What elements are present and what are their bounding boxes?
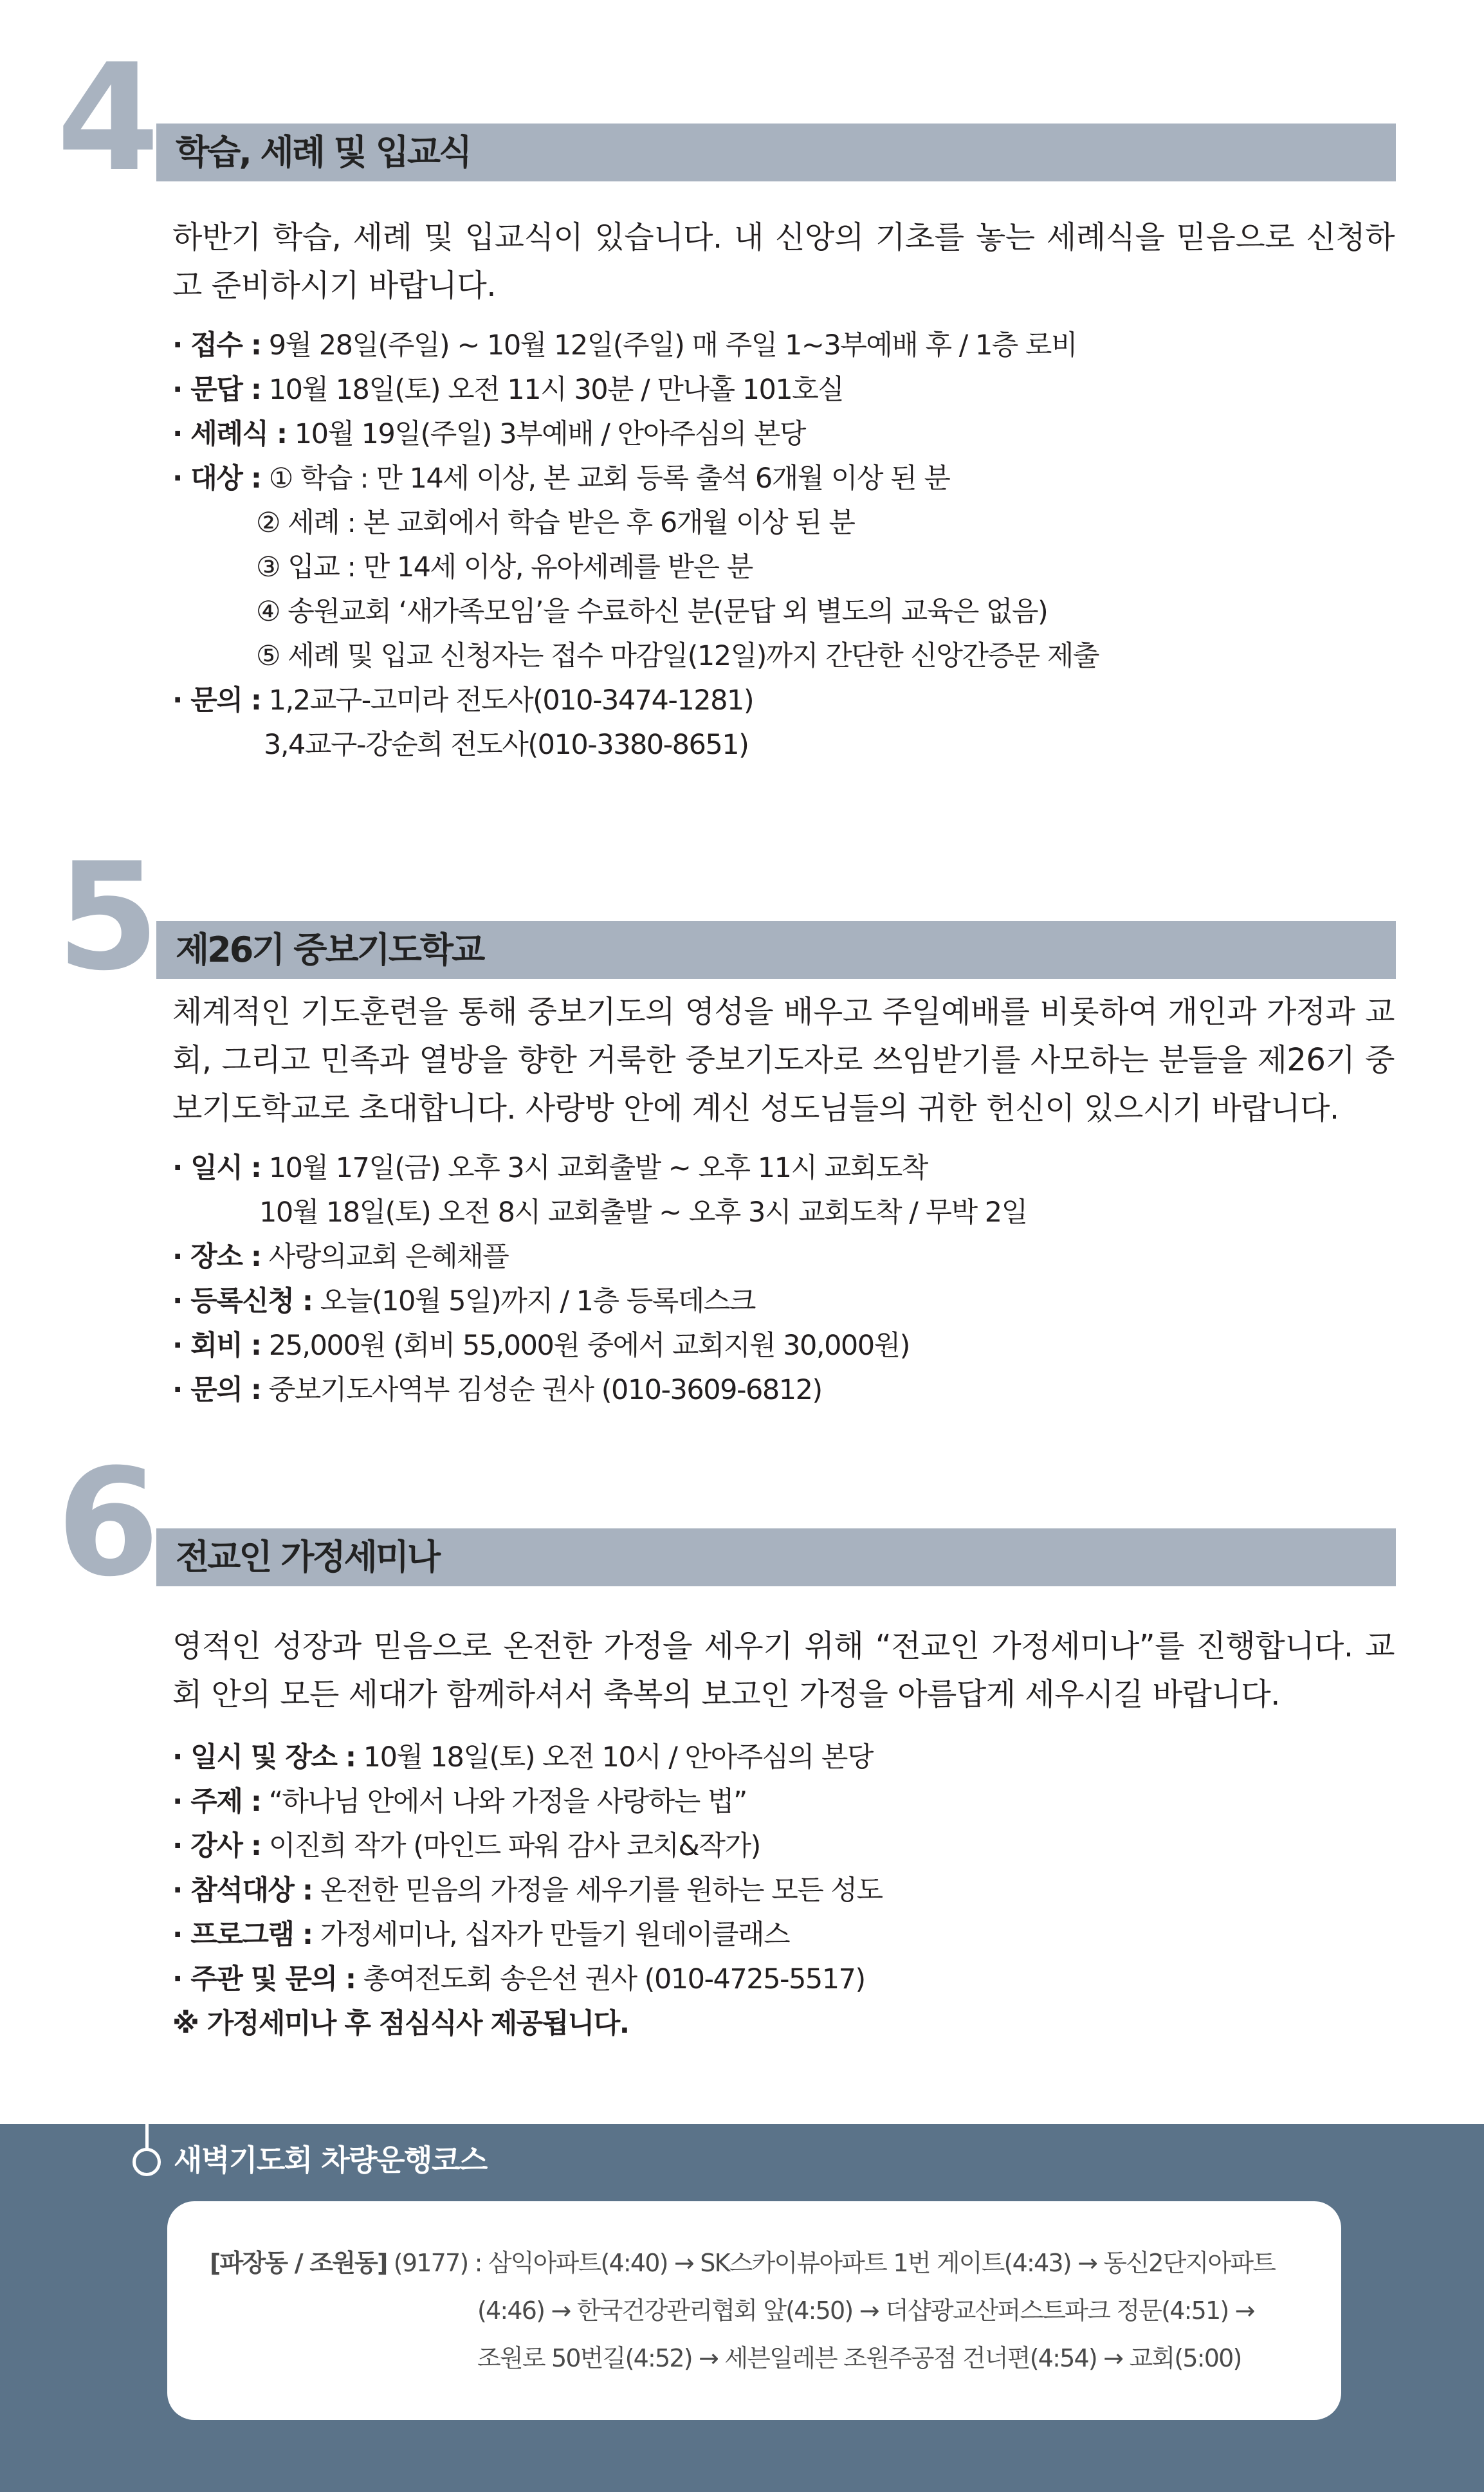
bullet-line <box>145 2124 149 2148</box>
section-number: 4 <box>57 33 156 205</box>
detail-row-baptism: · 세례식 : 10월 19일(주일) 3부예배 / 안아주심의 본당 <box>172 418 805 450</box>
section-title: 제26기 중보기도학교 <box>176 930 484 970</box>
detail-row-program: · 프로그램 : 가정세미나, 십자가 만들기 원데이클래스 <box>172 1919 790 1951</box>
detail-row-date-place: · 일시 및 장소 : 10월 18일(토) 오전 10시 / 안아주심의 본당 <box>172 1741 873 1773</box>
detail-row-speaker: · 강사 : 이진희 작가 (마인드 파워 감사 코치&작가) <box>172 1830 760 1862</box>
route-line-2: (4:46) → 한국건강관리협회 앞(4:50) → 더샵광교산퍼스트파크 정문(4:51) → <box>477 2296 1254 2325</box>
section-number: 5 <box>57 832 156 1003</box>
detail-row-target: · 대상 : ① 학습 : 만 14세 이상, 본 교회 등록 출석 6개월 이상 된 분 <box>172 463 950 495</box>
detail-row-fee: · 회비 : 25,000원 (회비 55,000원 중에서 교회지원 30,000원) <box>172 1330 910 1362</box>
route-area-tag: [파장동 / 조원동] <box>210 2249 387 2277</box>
shuttle-title: 새벽기도회 차량운행코스 <box>174 2143 487 2177</box>
section-6-details <box>172 1736 1395 2046</box>
detail-row-schedule: · 일시 : 10월 17일(금) 오후 3시 교회출발 ~ 오후 11시 교회도착 <box>172 1152 928 1184</box>
detail-row-contact: · 문의 : 1,2교구-고미라 전도사(010-3474-1281) <box>172 684 754 717</box>
detail-row-place: · 장소 : 사랑의교회 은혜채플 <box>172 1241 509 1273</box>
detail-row-schedule-2: 10월 18일(토) 오전 8시 교회출발 ~ 오후 3시 교회도착 / 무박 2일 <box>259 1196 1027 1229</box>
detail-row-target-4: ④ 송원교회 ‘새가족모임’을 수료하신 분(문답 외 별도의 교육은 없음) <box>256 596 1048 628</box>
section-6-intro: 영적인 성장과 믿음으로 온전한 가정을 세우기 위해 “전교인 가정세미나”를 진행합니다. 교회 안의 모든 세대가 함께하셔서 축복의 보고인 가정을 아름답게 세우시길 바랍니다. <box>172 1628 1395 1712</box>
detail-row-attendees: · 참석대상 : 온전한 믿음의 가정을 세우기를 원하는 모든 성도 <box>172 1874 883 1907</box>
section-4-intro: 하반기 학습, 세례 및 입교식이 있습니다. 내 신앙의 기초를 놓는 세례식을 믿음으로 신청하고 준비하시기 바랍니다. <box>172 219 1395 304</box>
detail-row-target-5: ⑤ 세례 및 입교 신청자는 접수 마감일(12일)까지 간단한 신앙간증문 제출 <box>256 640 1099 672</box>
detail-row-registration: · 등록신청 : 오늘(10월 5일)까지 / 1층 등록데스크 <box>172 1285 755 1317</box>
detail-row-target-3: ③ 입교 : 만 14세 이상, 유아세례를 받은 분 <box>256 551 753 583</box>
dawn-prayer-shuttle-block <box>0 2124 1484 2492</box>
route-line-1: [파장동 / 조원동] (9177) : 삼익아파트(4:40) → SK스카이뷰아파트 1번 게이트(4:43) → 동신2단지아파트 <box>210 2249 1276 2277</box>
detail-row-contact: · 문의 : 중보기도사역부 김성순 권사 (010-3609-6812) <box>172 1374 822 1406</box>
route-line-3: 조원로 50번길(4:52) → 세븐일레븐 조원주공점 건너편(4:54) → 교회(5:00) <box>477 2344 1241 2372</box>
section-title-bar <box>156 921 1396 979</box>
section-5-details <box>172 1146 1395 1413</box>
circle-bullet-icon <box>133 2148 161 2176</box>
section-title: 학습, 세례 및 입교식 <box>176 132 471 172</box>
detail-row-topic: · 주제 : “하나님 안에서 나와 가정을 사랑하는 법” <box>172 1786 747 1818</box>
section-title-bar <box>156 1528 1396 1586</box>
detail-row-interview: · 문답 : 10월 18일(토) 오전 11시 30분 / 만나홀 101호실 <box>172 374 844 406</box>
detail-row-reception: · 접수 : 9월 28일(주일) ~ 10월 12일(주일) 매 주일 1~3부예배 후 / 1층 로비 <box>172 329 1077 362</box>
route-box <box>167 2201 1341 2420</box>
detail-row-organizer: · 주관 및 문의 : 총여전도회 송은선 권사 (010-4725-5517) <box>172 1963 865 1995</box>
section-5-intro: 체계적인 기도훈련을 통해 중보기도의 영성을 배우고 주일예배를 비롯하여 개인과 가정과 교회, 그리고 민족과 열방을 향한 거룩한 중보기도자로 쓰임받기를 사모하는 분들을 제26기 중보기도학교로 초대합니다. 사랑방 안에 계신 성도님들의 귀한 헌신이 있으시기 바랍니다. <box>172 994 1395 1126</box>
section-title: 전교인 가정세미나 <box>176 1537 439 1577</box>
detail-row-contact-2: 3,4교구-강순희 전도사(010-3380-8651) <box>264 729 749 761</box>
lunch-note: ※ 가정세미나 후 점심식사 제공됩니다. <box>172 2008 629 2040</box>
section-title-bar <box>156 124 1396 181</box>
section-4-details <box>172 324 1395 767</box>
detail-row-target-2: ② 세례 : 본 교회에서 학습 받은 후 6개월 이상 된 분 <box>256 507 855 539</box>
section-number: 6 <box>57 1438 156 1609</box>
